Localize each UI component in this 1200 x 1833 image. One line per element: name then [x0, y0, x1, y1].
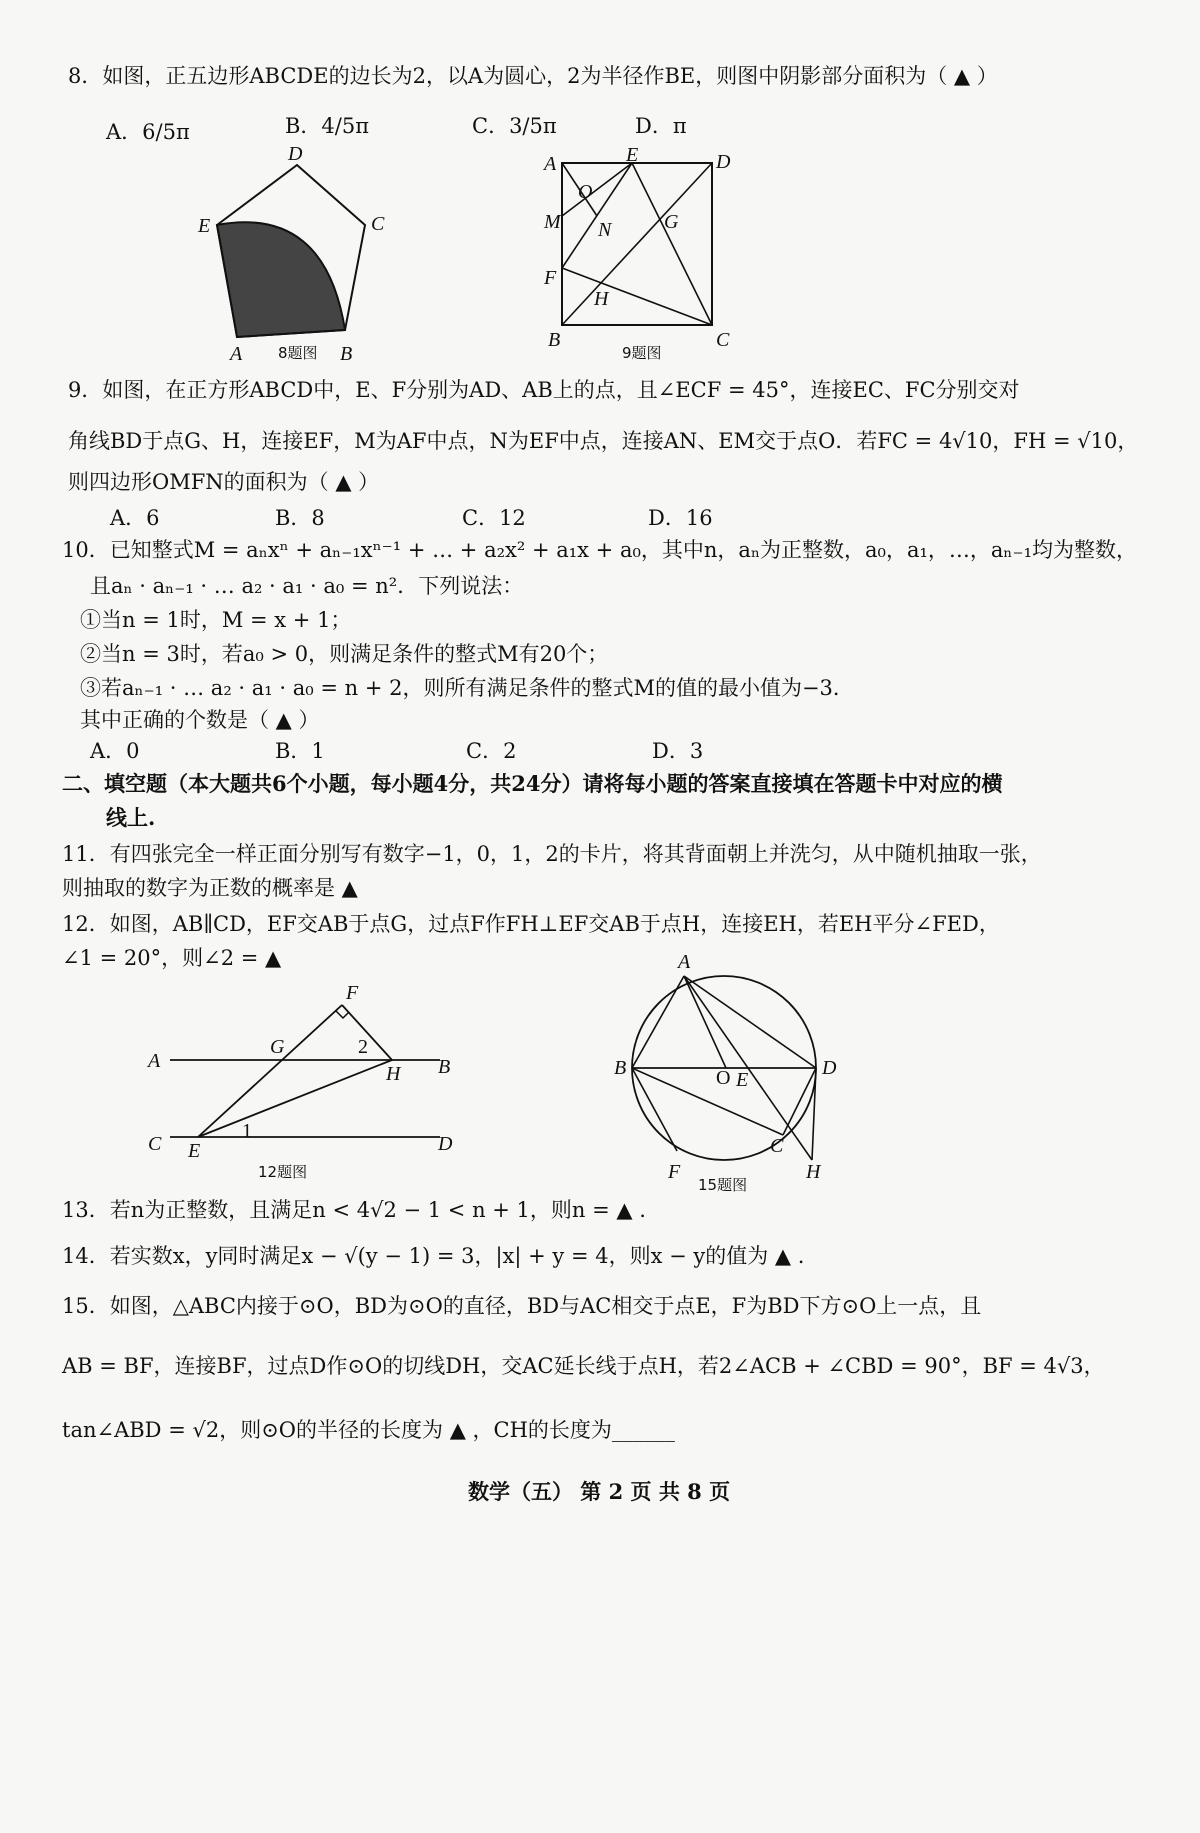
page-footer: 数学（五） 第 2 页 共 8 页 — [468, 1479, 731, 1504]
fig12-caption: 12题图 — [258, 1163, 308, 1181]
fig12-label-g: G — [270, 1036, 285, 1058]
figure-8-pentagon — [190, 140, 410, 370]
fig15-label-h: H — [806, 1161, 821, 1183]
q10-line-1: 10．已知整式M = aₙxⁿ + aₙ₋₁xⁿ⁻¹ + … + a₂x² + a₁x + a₀，其中n，aₙ为正整数，a₀，a₁，…，aₙ₋₁均为整数， — [62, 538, 1138, 562]
fig9-label-m: M — [544, 211, 561, 233]
fig15-label-b: B — [614, 1057, 627, 1079]
q12-line-2: ∠1 = 20°，则∠2 = ▲ — [62, 946, 282, 970]
fig8-label-d: D — [288, 143, 303, 165]
fig9-caption: 9题图 — [622, 344, 662, 362]
q9-option-a: A．6 — [110, 506, 160, 530]
fig8-caption: 8题图 — [278, 344, 318, 362]
q9-option-c: C．12 — [462, 506, 526, 530]
q12-line-1: 12．如图，AB∥CD，EF交AB于点G，过点F作FH⊥EF交AB于点H，连接EH，若EH平分∠FED， — [62, 912, 1000, 936]
fig9-label-n: N — [598, 219, 612, 241]
fig8-label-b: B — [340, 343, 353, 365]
fig8-label-a: A — [230, 343, 243, 365]
q10-option-c: C．2 — [466, 739, 517, 763]
fig15-label-f: F — [668, 1161, 681, 1183]
fig12-label-a: A — [148, 1050, 161, 1072]
fig15-label-c: C — [770, 1135, 784, 1157]
section-2-heading: 二、填空题（本大题共6个小题，每小题4分，共24分）请将每小题的答案直接填在答题卡中对应的横 — [62, 771, 1003, 796]
fig15-label-e: E — [736, 1069, 749, 1091]
fig9-label-f: F — [544, 267, 557, 289]
q10-option-b: B．1 — [275, 739, 325, 763]
fig12-label-1: 1 — [242, 1120, 252, 1142]
q8-stem: 8．如图，正五边形ABCDE的边长为2，以A为圆心，2为半径作BE，则图中阴影部分面积为（ ▲ ） — [68, 64, 998, 88]
figure-9-square — [540, 148, 755, 363]
fig12-label-d: D — [438, 1133, 453, 1155]
fig8-label-e: E — [198, 215, 211, 237]
figure-15-circle — [612, 948, 852, 1200]
q10-option-d: D．3 — [652, 739, 704, 763]
q8-option-d: D．π — [635, 114, 687, 138]
fig8-label-c: C — [371, 213, 385, 235]
q15-line-2: AB = BF，连接BF，过点D作⊙O的切线DH，交AC延长线于点H，若2∠ACB + ∠CBD = 90°，BF = 4√3， — [62, 1354, 1105, 1378]
fig9-label-e: E — [626, 148, 639, 166]
q14-line: 14．若实数x，y同时满足x − √(y − 1) = 3，|x| + y = 4，则x − y的值为 ▲ . — [62, 1244, 805, 1268]
q8-option-c: C．3/5π — [472, 114, 557, 138]
fig15-label-a: A — [678, 951, 691, 973]
fig12-label-e: E — [188, 1140, 201, 1162]
figure-12-parallel-lines — [140, 985, 470, 1185]
fig9-label-b: B — [548, 329, 561, 351]
fig15-label-d: D — [822, 1057, 837, 1079]
q8-option-a: A．6/5π — [106, 120, 190, 144]
q10-option-a: A．0 — [90, 739, 140, 763]
q13-line: 13．若n为正整数，且满足n < 4√2 − 1 < n + 1，则n = ▲ . — [62, 1198, 646, 1222]
fig12-label-h: H — [386, 1063, 401, 1085]
q10-statement-3: ③若aₙ₋₁ · … a₂ · a₁ · a₀ = n + 2，则所有满足条件的整式M的值的最小值为−3． — [80, 676, 854, 700]
fig12-label-f: F — [346, 985, 359, 1004]
q10-statement-2: ②当n = 3时，若a₀ > 0，则满足条件的整式M有20个； — [80, 642, 609, 666]
fig9-label-d: D — [716, 151, 731, 173]
section-2-heading-cont: 线上. — [106, 805, 156, 830]
fig12-label-2: 2 — [358, 1036, 368, 1058]
fig9-label-c: C — [716, 329, 730, 351]
q11-line-2: 则抽取的数字为正数的概率是 ▲ — [62, 876, 358, 900]
q9-option-d: D．16 — [648, 506, 713, 530]
q11-line-1: 11．有四张完全一样正面分别写有数字−1，0，1，2的卡片，将其背面朝上并洗匀，从中随机抽取一张， — [62, 842, 1042, 866]
q9-line-3: 则四边形OMFN的面积为（ ▲ ） — [68, 470, 380, 494]
q9-option-b: B．8 — [275, 506, 325, 530]
fig15-label-o: O — [716, 1067, 731, 1089]
q9-line-1: 9．如图，在正方形ABCD中，E、F分别为AD、AB上的点，且∠ECF = 45°，连接EC、FC分别交对 — [68, 378, 1020, 402]
fig9-label-g: G — [664, 211, 679, 233]
q8-option-b: B．4/5π — [285, 114, 370, 138]
q9-line-2: 角线BD于点G、H，连接EF，M为AF中点，N为EF中点，连接AN、EM交于点O．若FC = 4√10，FH = √10， — [68, 429, 1139, 453]
fig12-label-b: B — [438, 1056, 451, 1078]
fig9-label-o: O — [578, 181, 593, 203]
fig9-label-h: H — [594, 288, 609, 310]
q15-line-1: 15．如图，△ABC内接于⊙O，BD为⊙O的直径，BD与AC相交于点E，F为BD下方⊙O上一点，且 — [62, 1294, 982, 1318]
q10-statement-1: ①当n = 1时，M = x + 1； — [80, 608, 352, 632]
fig12-label-c: C — [148, 1133, 162, 1155]
fig9-label-a: A — [544, 153, 557, 175]
q10-line-2: 且aₙ · aₙ₋₁ · … a₂ · a₁ · a₀ = n²．下列说法： — [90, 574, 524, 598]
q10-ask: 其中正确的个数是（ ▲ ） — [80, 708, 320, 732]
q15-line-3: tan∠ABD = √2，则⊙O的半径的长度为 ▲ ，CH的长度为______ — [62, 1418, 675, 1442]
fig15-caption: 15题图 — [698, 1176, 748, 1194]
